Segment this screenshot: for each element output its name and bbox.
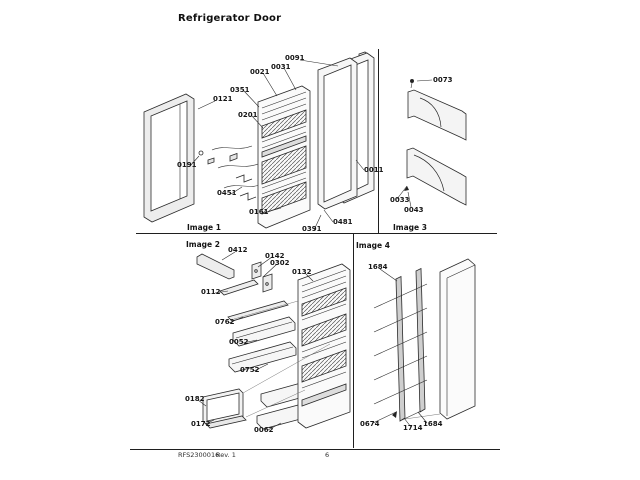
callout-1684-bottom: 1684 — [423, 420, 443, 428]
callout-0062: 0062 — [254, 426, 274, 434]
callout-0201: 0201 — [238, 111, 258, 119]
callout-0481: 0481 — [333, 218, 353, 226]
callout-0451: 0451 — [217, 189, 237, 197]
footer-revision: Rev. 1 — [216, 451, 236, 459]
callout-0052: 0052 — [229, 338, 249, 346]
callout-0043: 0043 — [404, 206, 424, 214]
callout-0191: 0191 — [177, 161, 197, 169]
callout-0112: 0112 — [201, 288, 221, 296]
callout-0142: 0142 — [265, 252, 285, 260]
callout-0021: 0021 — [250, 68, 270, 76]
callout-1684-top: 1684 — [368, 263, 388, 271]
callout-0412: 0412 — [228, 246, 248, 254]
callout-0121: 0121 — [213, 95, 233, 103]
callout-1714: 1714 — [403, 424, 423, 432]
callout-0132: 0132 — [292, 268, 312, 276]
callout-0011: 0011 — [364, 166, 384, 174]
image3-drawing — [397, 76, 466, 207]
callout-0351: 0351 — [230, 86, 250, 94]
callout-0391: 0391 — [302, 225, 322, 233]
image4-caption: Image 4 — [356, 241, 390, 250]
callout-0762: 0762 — [215, 318, 235, 326]
image3-caption: Image 3 — [393, 223, 427, 232]
footer-doc-code: RFS2300016 — [178, 451, 220, 459]
callout-0674: 0674 — [360, 420, 380, 428]
image1-caption: Image 1 — [187, 223, 221, 232]
footer-page-number: 6 — [325, 451, 330, 459]
callout-0752: 0752 — [240, 366, 260, 374]
page-title: Refrigerator Door — [178, 13, 282, 24]
callout-0161: 0161 — [249, 208, 269, 216]
callout-0091: 0091 — [285, 54, 305, 62]
callout-0073: 0073 — [433, 76, 453, 84]
callout-0172: 0172 — [191, 420, 211, 428]
image2-drawing — [197, 252, 350, 430]
callout-0033: 0033 — [390, 196, 410, 204]
image1-drawing — [144, 52, 374, 230]
image4-drawing — [373, 259, 475, 427]
callout-0031: 0031 — [271, 63, 291, 71]
callout-0302: 0302 — [270, 259, 290, 267]
image2-caption: Image 2 — [186, 240, 220, 249]
callout-0182: 0182 — [185, 395, 205, 403]
